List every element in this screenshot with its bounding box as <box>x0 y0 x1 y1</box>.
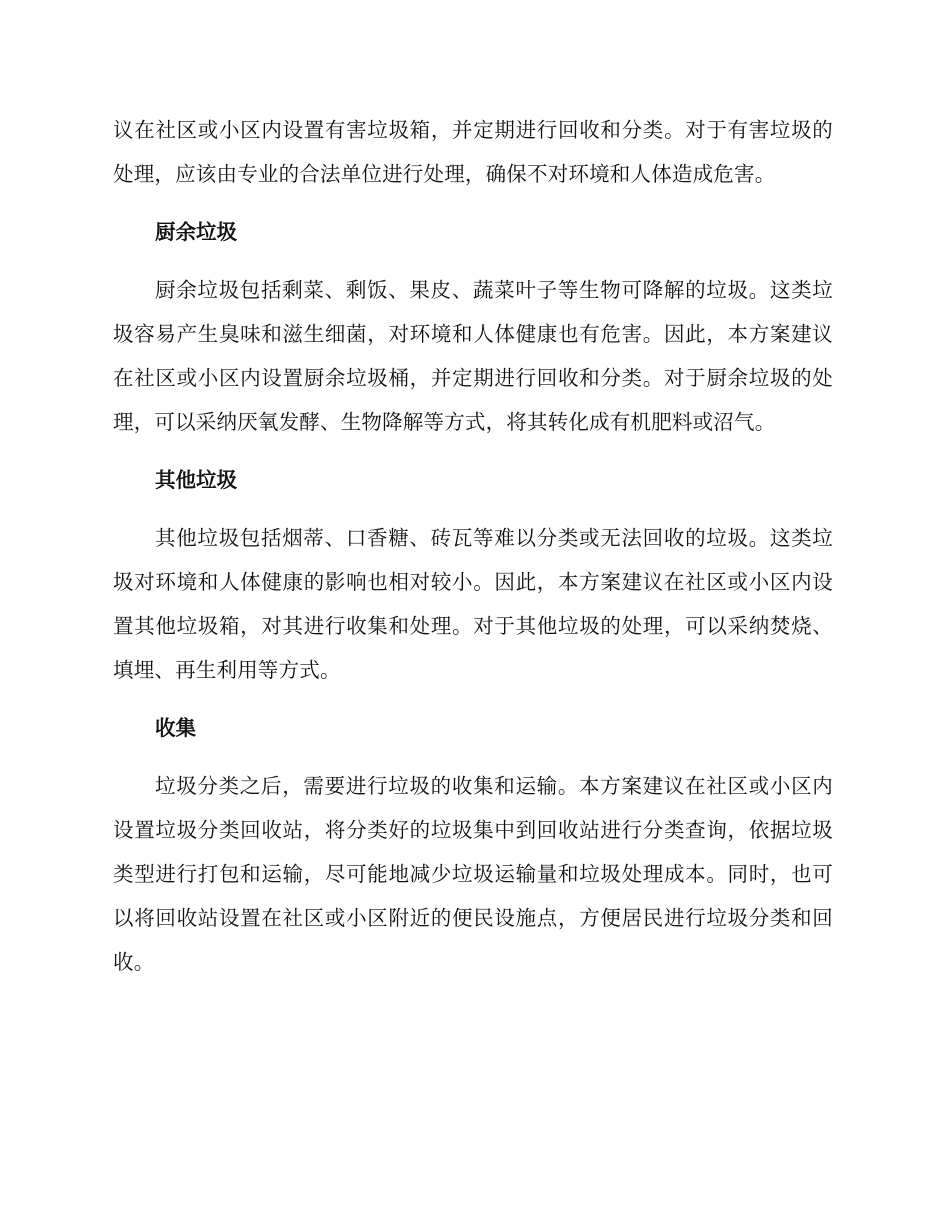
paragraph-other-waste: 其他垃圾包括烟蒂、口香糖、砖瓦等难以分类或无法回收的垃圾。这类垃圾对环境和人体健康的影响也相对较小。因此，本方案建议在社区或小区内设置其他垃圾箱，对其进行收集和处理。对于其他垃圾的处理，可以采纳焚烧、填埋、再生利用等方式。 <box>113 526 833 682</box>
paragraph-kitchen-waste: 厨余垃圾包括剩菜、剩饭、果皮、蔬菜叶子等生物可降解的垃圾。这类垃圾容易产生臭味和滋生细菌，对环境和人体健康也有危害。因此，本方案建议在社区或小区内设置厨余垃圾桶，并定期进行回收和分类。对于厨余垃圾的处理，可以采纳厌氧发酵、生物降解等方式，将其转化成有机肥料或沼气。 <box>113 278 833 434</box>
paragraph-hazardous-continued: 议在社区或小区内设置有害垃圾箱，并定期进行回收和分类。对于有害垃圾的处理，应该由专业的合法单位进行处理，确保不对环境和人体造成危害。 <box>113 118 833 186</box>
paragraph-collection: 垃圾分类之后，需要进行垃圾的收集和运输。本方案建议在社区或小区内设置垃圾分类回收站，将分类好的垃圾集中到回收站进行分类查询，依据垃圾类型进行打包和运输，尽可能地减少垃圾运输量和垃圾处理成本。同时，也可以将回收站设置在社区或小区附近的便民设施点，方便居民进行垃圾分类和回收。 <box>113 774 833 974</box>
heading-collection: 收集 <box>155 716 196 740</box>
heading-kitchen-waste: 厨余垃圾 <box>155 220 237 244</box>
heading-other-waste: 其他垃圾 <box>155 468 237 492</box>
document-body <box>113 108 833 998</box>
